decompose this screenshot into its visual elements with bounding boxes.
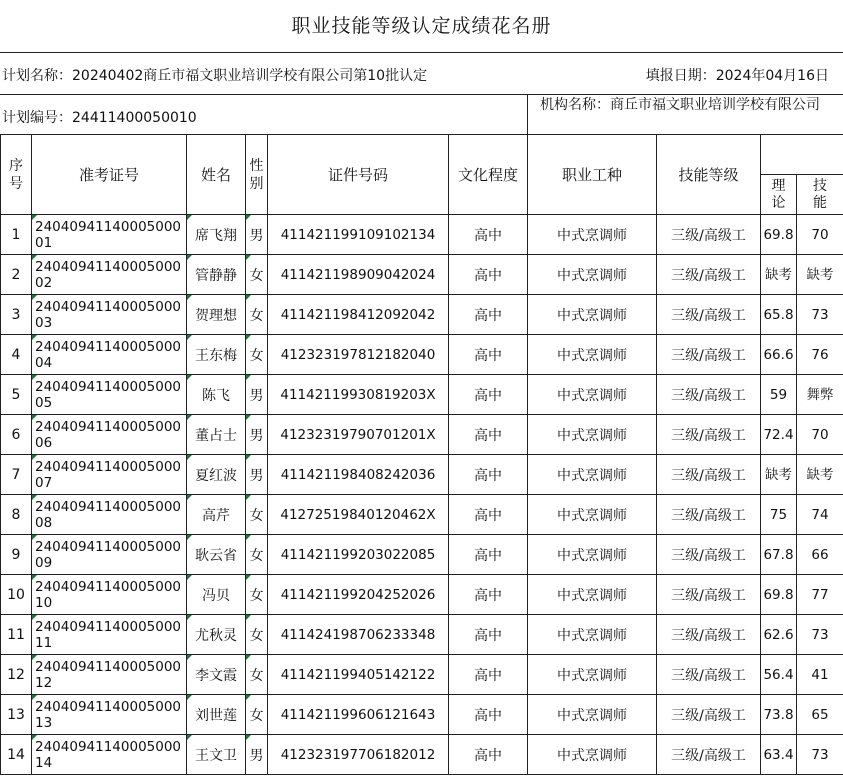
name-cell: 董占士 [187,415,246,455]
ticket-number-cell: 2404094114000500012 [32,655,187,695]
name-cell: 冯贝 [187,575,246,615]
skill-score-cell: 舞弊 [797,375,843,415]
table-row [1,495,843,535]
theory-score-cell: 75 [761,495,797,535]
skill-score-cell: 缺考 [797,255,843,295]
ticket-number-cell: 2404094114000500002 [32,255,187,295]
seq-cell: 3 [1,295,32,335]
skill-level-cell: 三级/高级工 [657,695,761,735]
id-number-cell: 41142119930819203X [268,375,449,415]
job-cell: 中式烹调师 [528,295,657,335]
seq-cell: 8 [1,495,32,535]
seq-cell: 13 [1,695,32,735]
job-cell: 中式烹调师 [528,495,657,535]
skill-score-cell: 77 [797,575,843,615]
education-cell: 高中 [449,455,528,495]
skill-score-cell: 74 [797,495,843,535]
plan-number-label: 计划编号： [2,110,72,126]
ticket-number-cell: 2404094114000500009 [32,535,187,575]
theory-score-cell: 69.8 [761,575,797,615]
job-cell: 中式烹调师 [528,415,657,455]
score-table [0,134,843,775]
theory-score-cell: 56.4 [761,655,797,695]
skill-level-cell: 三级/高级工 [657,335,761,375]
job-cell: 中式烹调师 [528,695,657,735]
seq-cell: 7 [1,455,32,495]
education-cell: 高中 [449,575,528,615]
id-number-cell: 411421198408242036 [268,455,449,495]
table-row [1,615,843,655]
id-number-cell: 411424198706233348 [268,615,449,655]
ticket-number-cell: 2404094114000500006 [32,415,187,455]
plan-name-label: 计划名称： [2,68,72,84]
gender-cell: 女 [246,655,268,695]
skill-level-cell: 三级/高级工 [657,735,761,775]
header-level: 技能等级 [657,135,761,215]
theory-score-cell: 62.6 [761,615,797,655]
gender-cell: 男 [246,375,268,415]
job-cell: 中式烹调师 [528,455,657,495]
header-name: 姓名 [187,135,246,215]
ticket-number-cell: 2404094114000500001 [32,215,187,255]
skill-score-cell: 41 [797,655,843,695]
education-cell: 高中 [449,655,528,695]
job-cell: 中式烹调师 [528,335,657,375]
name-cell: 陈飞 [187,375,246,415]
table-row [1,415,843,455]
skill-score-cell: 65 [797,695,843,735]
plan-number [2,107,197,127]
table-row [1,295,843,335]
skill-level-cell: 三级/高级工 [657,495,761,535]
theory-score-cell: 66.6 [761,335,797,375]
ticket-number-cell: 2404094114000500007 [32,455,187,495]
gender-cell: 男 [246,735,268,775]
table-body [1,215,843,775]
name-cell: 夏红波 [187,455,246,495]
fill-date-label: 填报日期： [645,68,716,84]
name-cell: 高芹 [187,495,246,535]
name-cell: 王文卫 [187,735,246,775]
skill-level-cell: 三级/高级工 [657,455,761,495]
gender-cell: 女 [246,535,268,575]
name-cell: 席飞翔 [187,215,246,255]
divider [527,95,528,135]
skill-level-cell: 三级/高级工 [657,535,761,575]
skill-score-cell: 73 [797,295,843,335]
skill-level-cell: 三级/高级工 [657,615,761,655]
id-number-cell: 411421198909042024 [268,255,449,295]
gender-cell: 男 [246,415,268,455]
education-cell: 高中 [449,615,528,655]
theory-score-cell: 67.8 [761,535,797,575]
name-cell: 贺理想 [187,295,246,335]
id-number-cell: 411421199204252026 [268,575,449,615]
theory-score-cell: 65.8 [761,295,797,335]
id-number-cell: 411421199405142122 [268,655,449,695]
header-edu: 文化程度 [449,135,528,215]
gender-cell: 女 [246,255,268,295]
page-title: 职业技能等级认定成绩花名册 [291,15,552,37]
job-cell: 中式烹调师 [528,535,657,575]
name-cell: 耿云省 [187,535,246,575]
gender-cell: 女 [246,695,268,735]
table-row [1,335,843,375]
skill-score-cell: 73 [797,735,843,775]
ticket-number-cell: 2404094114000500010 [32,575,187,615]
id-number-cell: 412323197706182012 [268,735,449,775]
table-row [1,455,843,495]
table-row [1,535,843,575]
gender-cell: 女 [246,295,268,335]
fill-date [646,65,829,85]
header-gender: 性别 [246,135,268,215]
table-row [1,375,843,415]
plan-info-row [0,52,843,95]
ticket-number-cell: 2404094114000500014 [32,735,187,775]
id-number-cell: 411421199203022085 [268,535,449,575]
theory-score-cell: 59 [761,375,797,415]
id-number-cell: 411421199606121643 [268,695,449,735]
gender-cell: 女 [246,495,268,535]
seq-cell: 11 [1,615,32,655]
org-name-value: 商丘市福文职业培训学校有限公司 [610,97,820,113]
plan-number-row [0,94,843,135]
id-number-cell: 41272519840120462X [268,495,449,535]
skill-score-cell: 66 [797,535,843,575]
name-cell: 管静静 [187,255,246,295]
gender-cell: 男 [246,215,268,255]
theory-score-cell: 63.4 [761,735,797,775]
education-cell: 高中 [449,735,528,775]
theory-score-cell: 缺考 [761,255,797,295]
skill-score-cell: 73 [797,615,843,655]
header-seq: 序号 [1,135,32,215]
skill-score-cell: 70 [797,215,843,255]
header-ticket: 准考证号 [32,135,187,215]
job-cell: 中式烹调师 [528,655,657,695]
id-number-cell: 412323197812182040 [268,335,449,375]
education-cell: 高中 [449,535,528,575]
ticket-number-cell: 2404094114000500005 [32,375,187,415]
ticket-number-cell: 2404094114000500003 [32,295,187,335]
seq-cell: 6 [1,415,32,455]
education-cell: 高中 [449,215,528,255]
education-cell: 高中 [449,695,528,735]
gender-cell: 女 [246,335,268,375]
name-cell: 尤秋灵 [187,615,246,655]
job-cell: 中式烹调师 [528,615,657,655]
gender-cell: 男 [246,455,268,495]
plan-name [2,65,427,85]
skill-level-cell: 三级/高级工 [657,215,761,255]
seq-cell: 14 [1,735,32,775]
skill-level-cell: 三级/高级工 [657,255,761,295]
skill-level-cell: 三级/高级工 [657,375,761,415]
education-cell: 高中 [449,335,528,375]
name-cell: 刘世莲 [187,695,246,735]
gender-cell: 女 [246,575,268,615]
org-name-label: 机构名称： [540,97,610,113]
theory-score-cell: 73.8 [761,695,797,735]
education-cell: 高中 [449,415,528,455]
id-number-cell: 411421198412092042 [268,295,449,335]
id-number-cell: 41232319790701201X [268,415,449,455]
header-score-group [761,135,843,175]
ticket-number-cell: 2404094114000500011 [32,615,187,655]
education-cell: 高中 [449,255,528,295]
job-cell: 中式烹调师 [528,255,657,295]
theory-score-cell: 缺考 [761,455,797,495]
table-row [1,575,843,615]
seq-cell: 12 [1,655,32,695]
table-row [1,215,843,255]
seq-cell: 2 [1,255,32,295]
education-cell: 高中 [449,295,528,335]
table-row [1,735,843,775]
header-id: 证件号码 [268,135,449,215]
fill-date-value: 2024年04月16日 [715,68,829,84]
header-job: 职业工种 [528,135,657,215]
education-cell: 高中 [449,495,528,535]
job-cell: 中式烹调师 [528,735,657,775]
skill-level-cell: 三级/高级工 [657,655,761,695]
header-skill: 技能 [797,175,843,215]
ticket-number-cell: 2404094114000500008 [32,495,187,535]
theory-score-cell: 69.8 [761,215,797,255]
header-theory: 理论 [761,175,797,215]
skill-level-cell: 三级/高级工 [657,415,761,455]
ticket-number-cell: 2404094114000500004 [32,335,187,375]
gender-cell: 女 [246,615,268,655]
id-number-cell: 411421199109102134 [268,215,449,255]
job-cell: 中式烹调师 [528,375,657,415]
skill-level-cell: 三级/高级工 [657,575,761,615]
seq-cell: 9 [1,535,32,575]
table-row [1,655,843,695]
skill-score-cell: 76 [797,335,843,375]
seq-cell: 1 [1,215,32,255]
seq-cell: 4 [1,335,32,375]
theory-score-cell: 72.4 [761,415,797,455]
education-cell: 高中 [449,375,528,415]
table-row [1,695,843,735]
name-cell: 王东梅 [187,335,246,375]
table-row [1,255,843,295]
plan-number-value: 24411400050010 [72,110,197,126]
org-name [540,96,831,115]
skill-level-cell: 三级/高级工 [657,295,761,335]
job-cell: 中式烹调师 [528,575,657,615]
name-cell: 李文霞 [187,655,246,695]
seq-cell: 10 [1,575,32,615]
seq-cell: 5 [1,375,32,415]
skill-score-cell: 缺考 [797,455,843,495]
job-cell: 中式烹调师 [528,215,657,255]
ticket-number-cell: 2404094114000500013 [32,695,187,735]
skill-score-cell: 70 [797,415,843,455]
plan-name-value: 20240402商丘市福文职业培训学校有限公司第10批认定 [72,68,428,84]
